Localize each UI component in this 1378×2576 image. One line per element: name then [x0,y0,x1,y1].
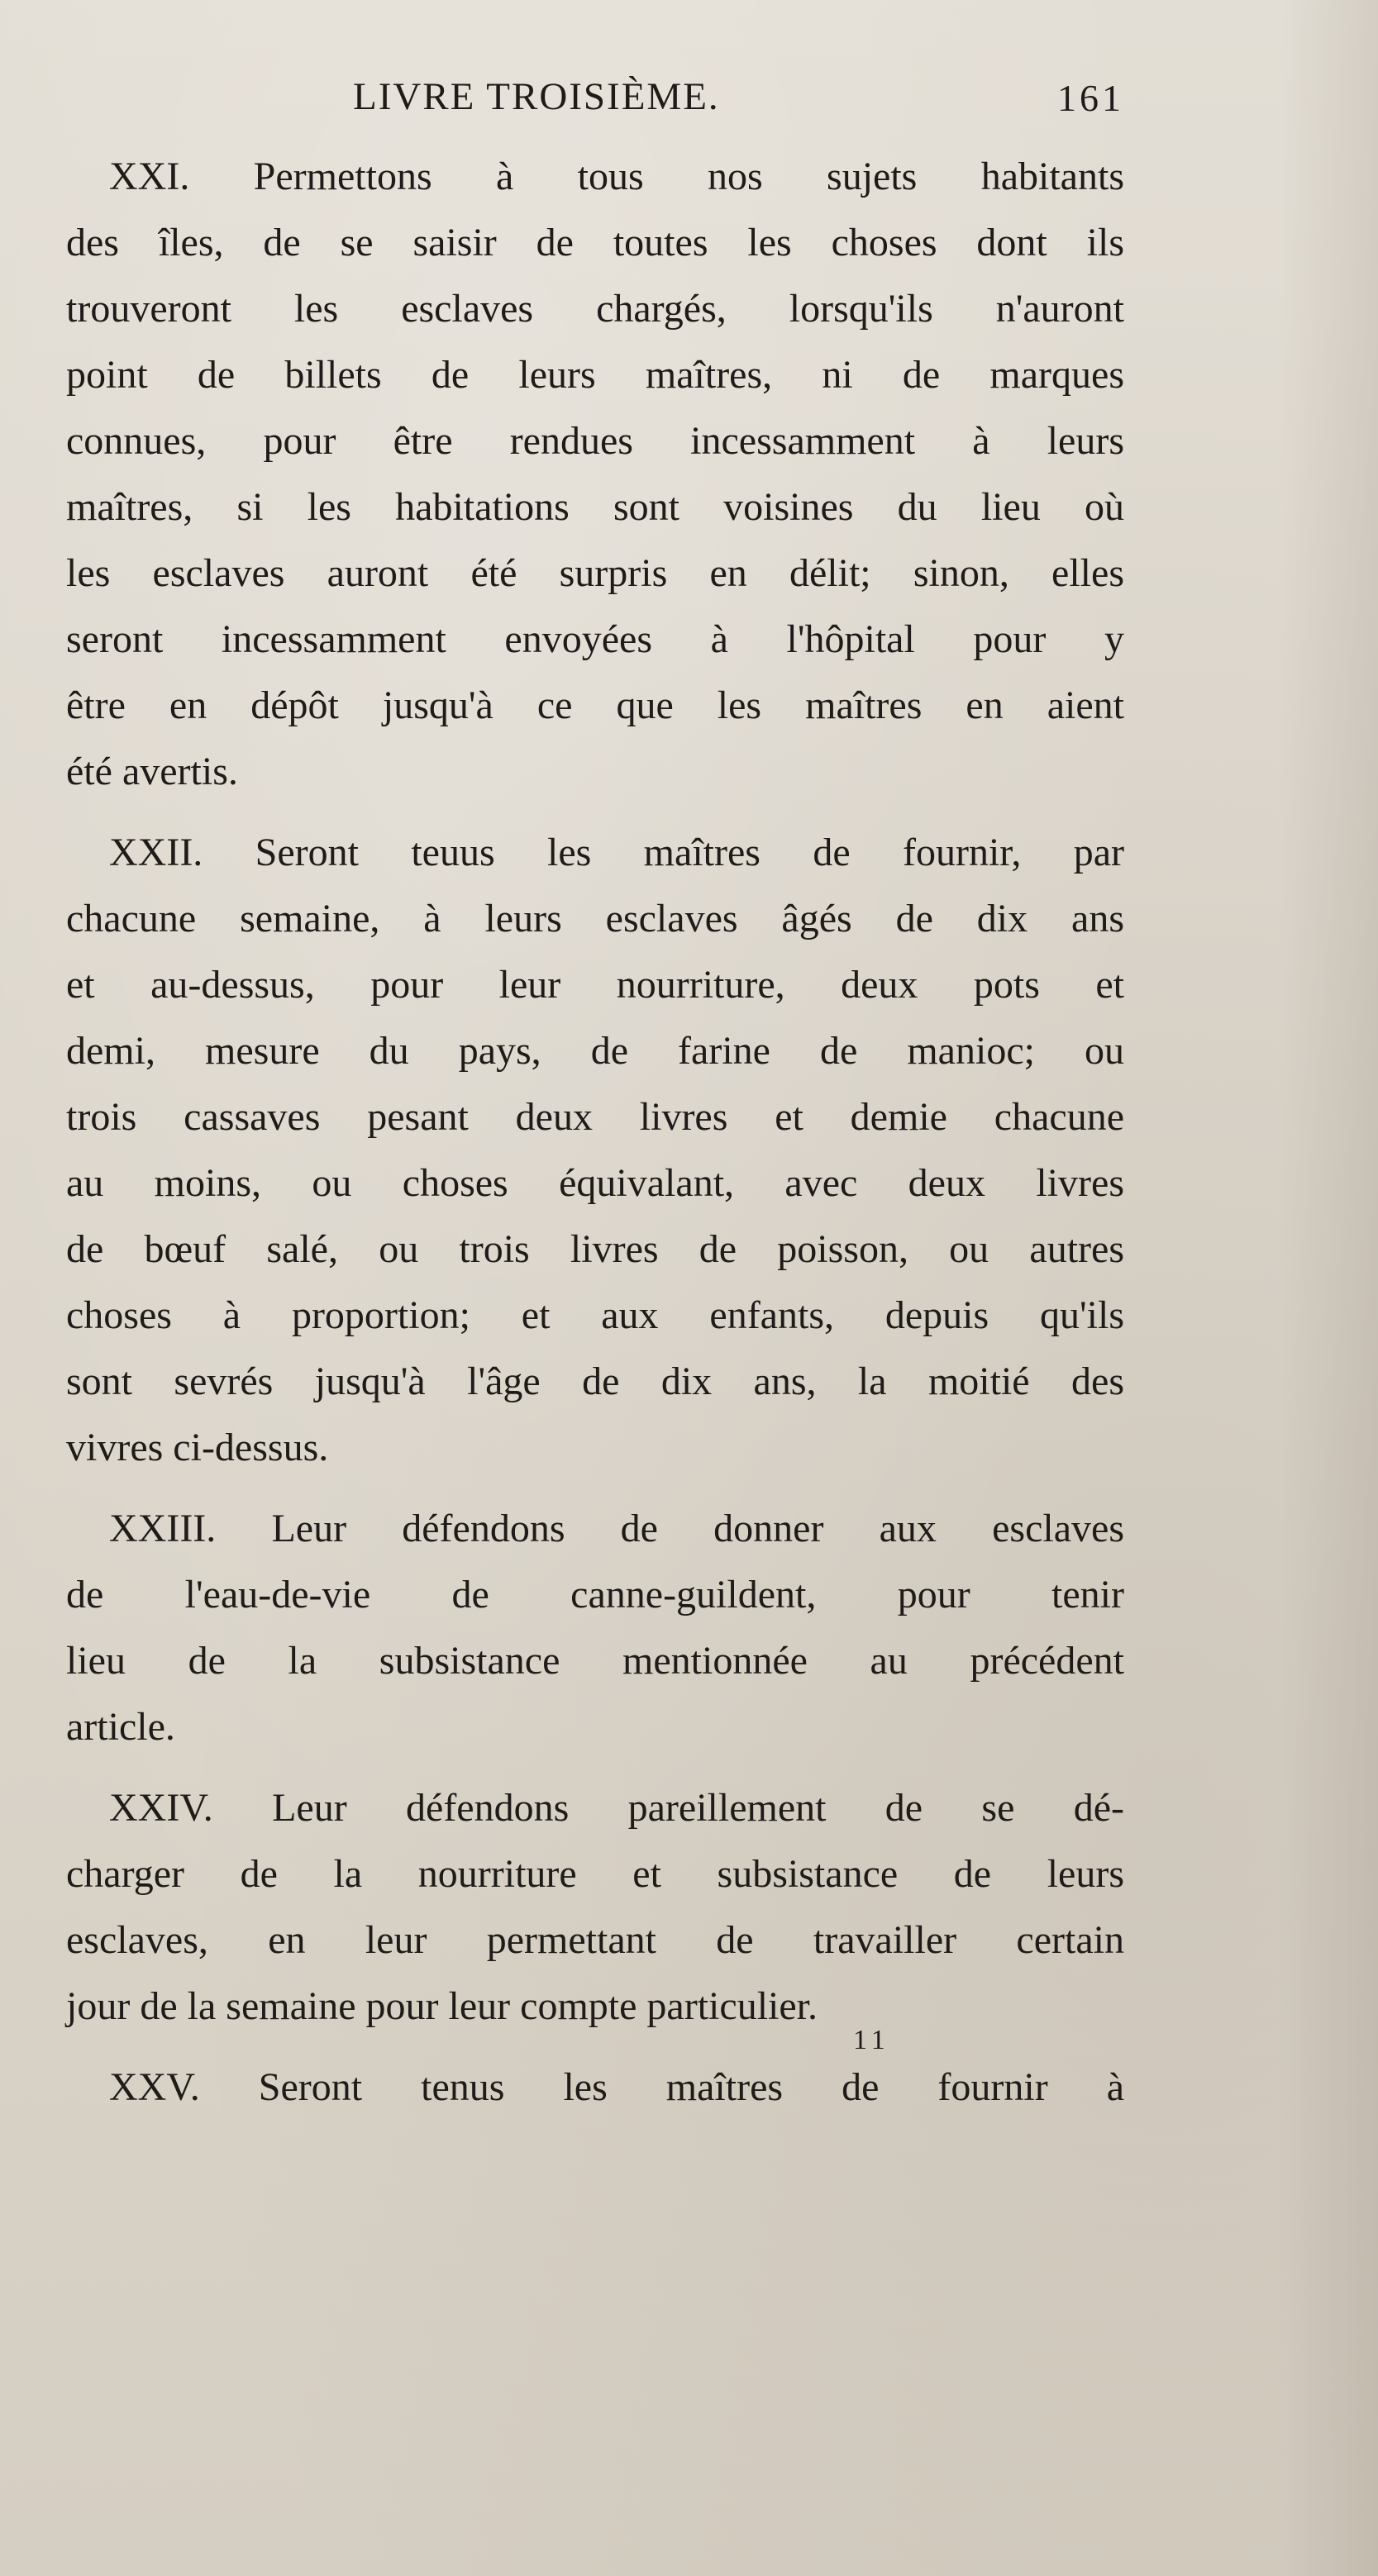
article-xxii [66,820,1124,1481]
text-line: vivres ci-dessus. [66,1426,329,1469]
text-line: trois cassaves pesant deux livres et demie chacune [66,1095,1124,1139]
text-line: esclaves, en leur permettant de travailler certain [66,1918,1124,1962]
text-line: maîtres, si les habitations sont voisines du lieu où [66,485,1124,529]
text-line: des îles, de se saisir de toutes les choses dont ils [66,221,1124,264]
text-line: seront incessamment envoyées à l'hôpital pour y [66,617,1124,661]
text-line: XXV. Seront tenus les maîtres de fournir à [109,2065,1124,2109]
text-line: charger de la nourriture et subsistance de leurs [66,1852,1124,1896]
text-line: et au-dessus, pour leur nourriture, deux pots et [66,963,1124,1007]
text-line: trouveront les esclaves chargés, lorsqu'ils n'auront [66,287,1124,331]
text-line: jour de la semaine pour leur compte particulier. [66,1984,818,2028]
text-line: lieu de la subsistance mentionnée au précédent [66,1639,1124,1683]
text-line: être en dépôt jusqu'à ce que les maîtres en aient [66,683,1124,727]
text-line: XXI. Permettons à tous nos sujets habitants [109,155,1124,198]
running-title: LIVRE TROISIÈME. [353,75,720,118]
page-edge-shadow [1279,0,1378,2576]
page-number: 161 [1057,77,1124,119]
body-text [66,144,1124,2136]
text-line: XXII. Seront teuus les maîtres de fournir, par [109,831,1124,874]
text-line: XXIII. Leur défendons de donner aux esclaves [109,1507,1124,1550]
text-line: connues, pour être rendues incessamment à leurs [66,419,1124,463]
text-line: demi, mesure du pays, de farine de manioc; ou [66,1029,1124,1073]
text-line: point de billets de leurs maîtres, ni de marques [66,353,1124,397]
text-line: XXIV. Leur défendons pareillement de se dé- [109,1786,1124,1830]
article-xxiv [66,1775,1124,2040]
signature-mark: 11 [853,2025,890,2055]
article-xxiii [66,1496,1124,1760]
page-header [66,66,1124,132]
text-line: au moins, ou choses équivalant, avec deux livres [66,1161,1124,1205]
text-line: de l'eau-de-vie de canne-guildent, pour tenir [66,1573,1124,1617]
text-line: choses à proportion; et aux enfants, depuis qu'ils [66,1293,1124,1337]
text-line: chacune semaine, à leurs esclaves âgés de dix ans [66,897,1124,940]
text-line: de bœuf salé, ou trois livres de poisson, ou autres [66,1227,1124,1271]
text-line: article. [66,1705,175,1749]
article-xxi [66,144,1124,805]
article-xxv [66,2055,1124,2121]
text-line: sont sevrés jusqu'à l'âge de dix ans, la moitié des [66,1359,1124,1403]
text-line: été avertis. [66,750,238,793]
text-line: les esclaves auront été surpris en délit; sinon, elles [66,551,1124,595]
